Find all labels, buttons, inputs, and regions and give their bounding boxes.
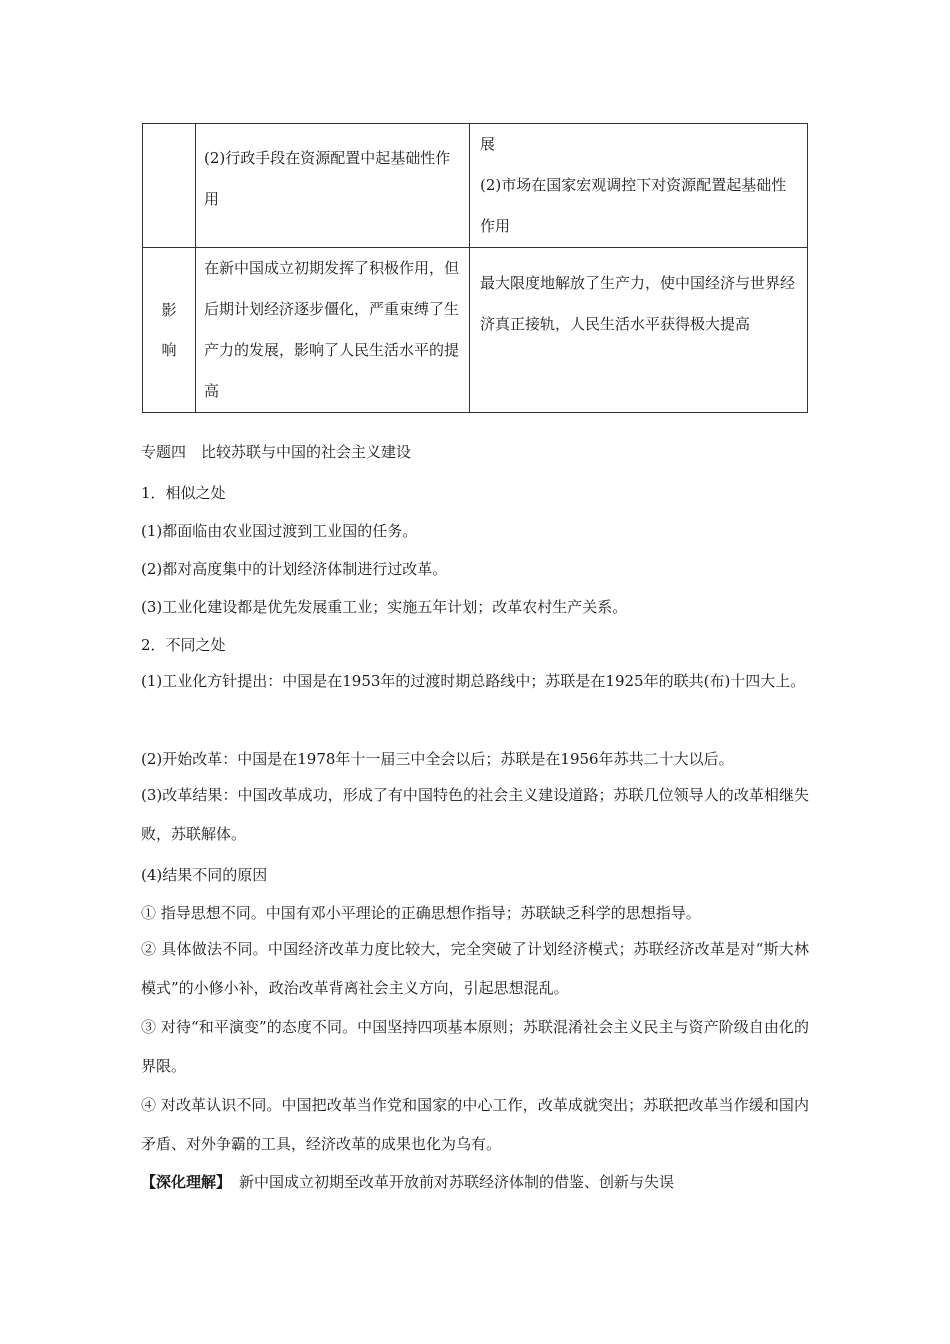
row-label-cell xyxy=(143,124,196,248)
planned-economy-influence-cell xyxy=(196,248,470,413)
comparison-table xyxy=(142,123,808,413)
deepen-text: 新中国成立初期至改革开放前对苏联经济体制的借鉴、创新与失误 xyxy=(239,1173,675,1191)
table-row xyxy=(143,124,808,248)
paragraph: (3)改革结果：中国改革成功，形成了有中国特色的社会主义建设道路；苏联几位领导人的改革相继失败，苏联解体。 xyxy=(141,786,809,843)
paragraph: (3)工业化建设都是优先发展重工业；实施五年计划；改革农村生产关系。 xyxy=(141,598,628,616)
paragraph: (1)工业化方针提出：中国是在1953年的过渡时期总路线中；苏联是在1925年的联共(布)十四大上。 xyxy=(141,672,806,690)
paragraph: (2)都对高度集中的计划经济体制进行过改革。 xyxy=(141,560,448,578)
reason-item: ④ 对改革认识不同。中国把改革当作党和国家的中心工作，改革成就突出；苏联把改革当作缓和国内矛盾、对外争霸的工具，经济改革的成果也化为乌有。 xyxy=(141,1096,809,1153)
cell-text: 最大限度地解放了生产力，使中国经济与世界经济真正接轨，人民生活水平获得极大提高 xyxy=(480,274,796,333)
table-row xyxy=(143,248,808,413)
reason-item: ① 指导思想不同。中国有邓小平理论的正确思想作指导；苏联缺乏科学的思想指导。 xyxy=(141,904,701,922)
section-title: 专题四 比较苏联与中国的社会主义建设 xyxy=(141,443,412,461)
row-label-influence xyxy=(143,248,196,413)
cell-text-continued: 展 xyxy=(480,135,496,153)
deepen-understanding xyxy=(141,1171,674,1192)
market-economy-cell xyxy=(470,124,808,248)
label-char: 影 xyxy=(161,301,177,319)
planned-economy-cell xyxy=(196,124,470,248)
paragraph: (4)结果不同的原因 xyxy=(141,866,268,884)
cell-text: (2)行政手段在资源配置中起基础性作用 xyxy=(204,149,451,208)
heading-similarities: 1．相似之处 xyxy=(141,484,226,502)
cell-text: 在新中国成立初期发挥了积极作用，但后期计划经济逐步僵化，严重束缚了生产力的发展，影响了人民生活水平的提高 xyxy=(204,259,460,400)
reason-item: ③ 对待“和平演变”的态度不同。中国坚持四项基本原则；苏联混淆社会主义民主与资产阶级自由化的界限。 xyxy=(141,1018,809,1075)
cell-text: (2)市场在国家宏观调控下对资源配置起基础性作用 xyxy=(480,176,787,235)
heading-differences: 2．不同之处 xyxy=(141,636,226,654)
paragraph: (1)都面临由农业国过渡到工业国的任务。 xyxy=(141,522,418,540)
paragraph: (2)开始改革：中国是在1978年十一届三中全会以后；苏联是在1956年苏共二十大以后。 xyxy=(141,750,734,768)
market-economy-influence-cell xyxy=(470,248,808,413)
label-char: 响 xyxy=(161,341,177,359)
deepen-tag: 【深化理解】 xyxy=(141,1173,232,1191)
reason-item: ② 具体做法不同。中国经济改革力度比较大，完全突破了计划经济模式；苏联经济改革是对“斯大林模式”的小修小补，政治改革背离社会主义方向，引起思想混乱。 xyxy=(141,940,809,997)
